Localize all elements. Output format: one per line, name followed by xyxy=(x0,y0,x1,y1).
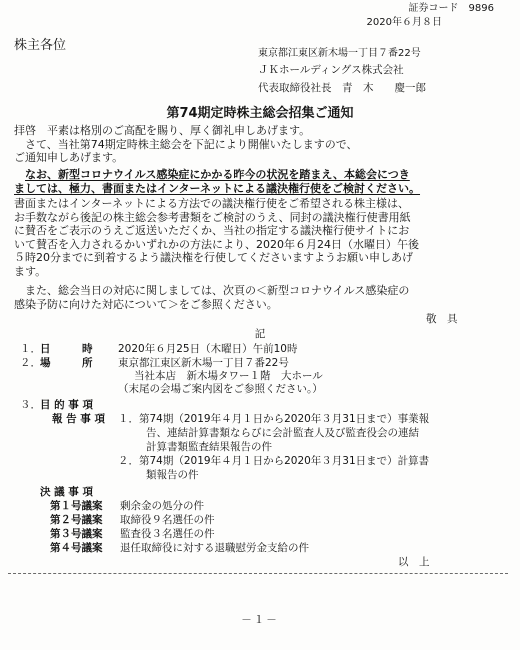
greeting-line: さて、当社第74期定時株主総会を下記により開催いたしますので、 xyxy=(25,137,358,151)
place-note: （末尾の会場ご案内図をご参照ください。） xyxy=(118,383,323,395)
resolution-item-label: 第３号議案 xyxy=(50,528,103,540)
report-item: 計算書類監査結果報告の件 xyxy=(146,441,272,453)
covid-line: また、総会当日の対応に関しましては、次頁の＜新型コロナウイルス感染症の xyxy=(25,284,410,297)
addressee: 株主各位 xyxy=(14,38,67,53)
end-mark: 以 上 xyxy=(398,556,430,568)
place-address: 東京都江東区新木場一丁目７番22号 xyxy=(118,357,289,369)
voting-line: お手数ながら後記の株主総会参考書類をご検討のうえ、同封の議決権行使書用紙 xyxy=(14,210,411,224)
covid-line: 感染予防に向けた対応について＞をご参照ください。 xyxy=(14,297,278,311)
notice-line: ましては、極力、書面またはインターネットによる議決権行使をご検討ください。 xyxy=(14,181,421,195)
covid-paragraph xyxy=(14,284,504,311)
item-number: ３． xyxy=(20,399,41,411)
company-name: ＪＫホールディングス株式会社 xyxy=(258,64,404,76)
purpose-label: 目 的 事 項 xyxy=(40,399,93,411)
resolution-label: 決 議 事 項 xyxy=(40,486,93,498)
report-item: 告、連結計算書類ならびに会計監査人及び監査役会の連結 xyxy=(146,427,419,439)
representative: 代表取締役社長 青 木 慶一郎 xyxy=(258,82,426,94)
page-title: 第74期定時株主総会招集ご通知 xyxy=(166,106,354,121)
resolution-item-text: 取締役９名選任の件 xyxy=(120,514,215,526)
greeting-line: ご通知申しあげます。 xyxy=(14,151,124,165)
date-label: 日 時 xyxy=(40,343,93,355)
divider-line xyxy=(8,573,508,574)
greeting-line: 拝啓 平素は格別のご高配を賜り、厚く御礼申しあげます。 xyxy=(14,124,311,137)
report-item: 類報告の件 xyxy=(146,469,199,481)
covid-notice xyxy=(14,168,504,195)
closing-keigu: 敬 具 xyxy=(426,313,458,325)
voting-line: ５時20分までに到着するよう議決権を行使してくださいますようお願い申しあげ xyxy=(14,251,413,265)
report-item: ２．第74期（2019年４月１日から2020年３月31日まで）計算書 xyxy=(118,455,430,467)
report-item: １．第74期（2019年４月１日から2020年３月31日まで）事業報 xyxy=(118,413,430,425)
notice-line: なお、新型コロナウイルス感染症にかかる昨今の状況を踏まえ、本総会につき xyxy=(25,168,410,181)
page-number: －１－ xyxy=(241,614,279,626)
greeting-paragraph xyxy=(14,124,504,165)
voting-paragraph xyxy=(14,197,504,279)
ki-heading: 記 xyxy=(254,328,266,340)
resolution-item-text: 退任取締役に対する退職慰労金支給の件 xyxy=(120,542,309,554)
item-number: ２． xyxy=(20,357,41,369)
notice-date: 2020年６月８日 xyxy=(366,17,442,28)
securities-code: 証券コード 9896 xyxy=(408,3,494,14)
date-value: 2020年６月25日（木曜日）午前10時 xyxy=(118,343,298,355)
voting-line: ます。 xyxy=(14,264,47,278)
place-venue: 当社本店 新木場タワー１階 大ホール xyxy=(134,370,323,382)
place-label: 場 所 xyxy=(40,357,93,369)
voting-line: に賛否をご表示のうえご返送いただくか、当社の指定する議決権行使サイトにお xyxy=(14,224,410,238)
resolution-item-label: 第１号議案 xyxy=(50,500,103,512)
company-address: 東京都江東区新木場一丁目７番22号 xyxy=(258,48,421,59)
voting-line: いて賛否を入力されるかいずれかの方法により、2020年６月24日（水曜日）午後 xyxy=(14,237,419,251)
resolution-item-text: 剰余金の処分の件 xyxy=(120,500,204,512)
resolution-item-label: 第４号議案 xyxy=(50,542,103,554)
item-number: １． xyxy=(20,343,41,355)
resolution-item-label: 第２号議案 xyxy=(50,514,103,526)
report-label: 報 告 事 項 xyxy=(52,413,105,425)
resolution-item-text: 監査役３名選任の件 xyxy=(120,528,215,540)
voting-line: 書面またはインターネットによる方法での議決権行使をご希望される株主様は、 xyxy=(14,197,410,210)
